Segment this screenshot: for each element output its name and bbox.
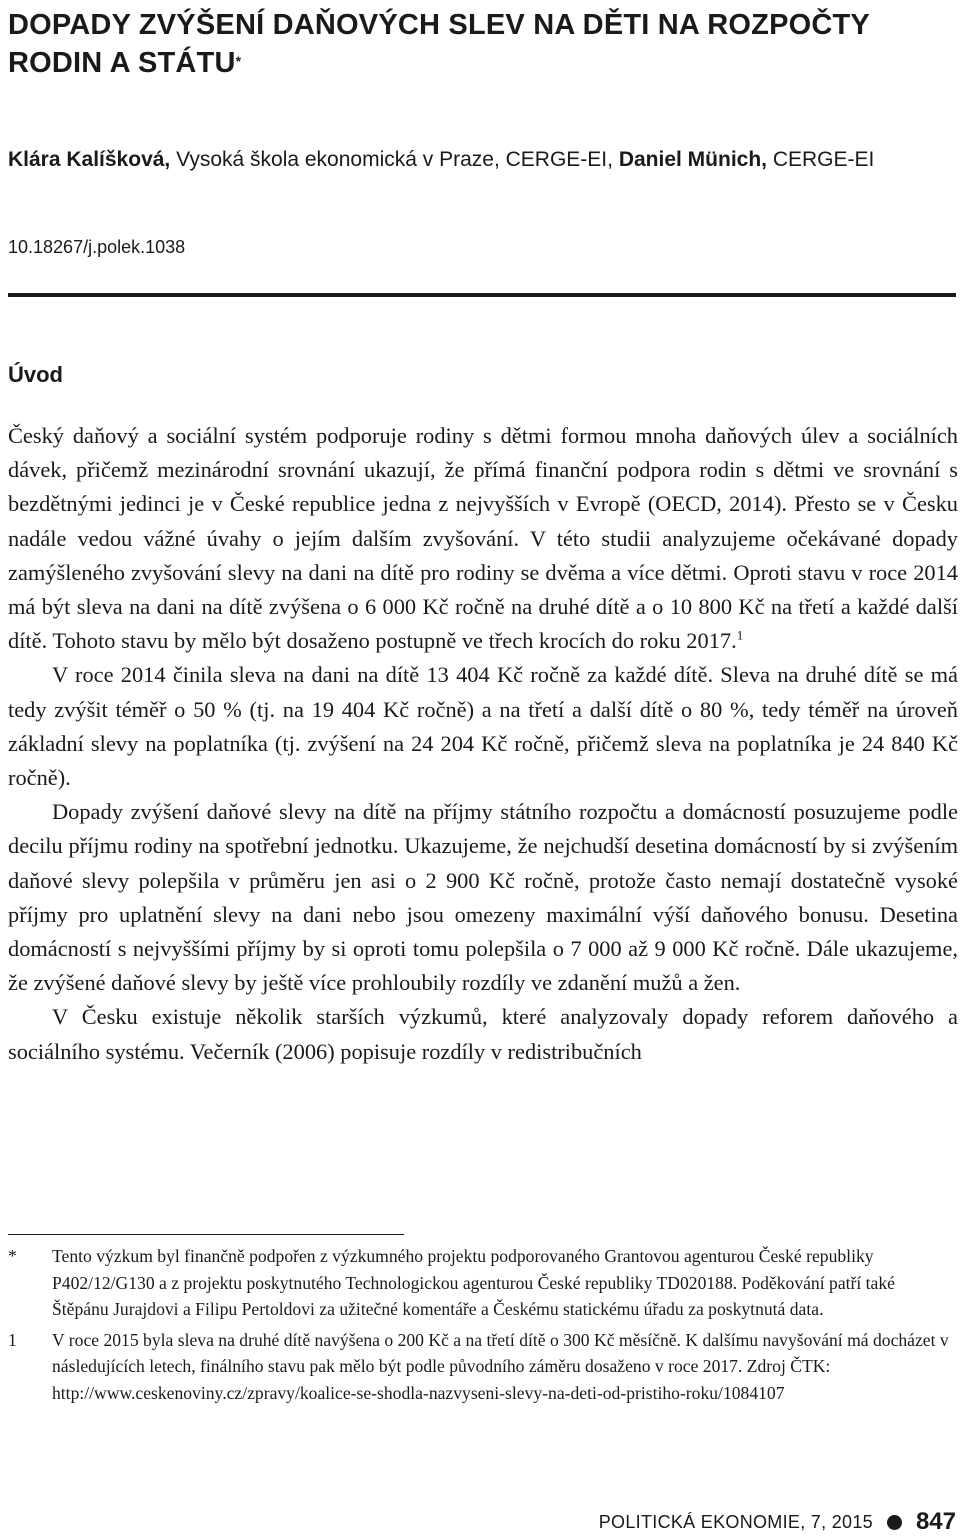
- paragraph: Dopady zvýšení daňové slevy na dítě na příjmy státního rozpočtu a domácností posuzujeme podle decilu příjmu rodiny na spotřební jednotku. Ukazujeme, že nejchudší desetina domácností by si zvýšením daňové slevy polepšila v průměru jen asi o 2 900 Kč ročně, protože často nemají dostatečně vysoké příjmy pro uplatnění slevy na dani nebo jsou omezeny maximální výší daňového bonusu. Desetina domácností s nejvyššími příjmy by si oproti tomu polepšila o 7 000 až 9 000 Kč ročně. Dále ukazujeme, že zvýšené daňové slevy by ještě více prohloubily rozdíly ve zdanění mužů a žen.: [8, 799, 958, 996]
- article-title: [8, 6, 953, 82]
- paragraph: V roce 2014 činila sleva na dani na dítě 13 404 Kč ročně za každé dítě. Sleva na druhé dítě se má tedy zvýšit téměř o 50 % (tj. na 19 404 Kč ročně) a na třetí a další dítě o 80 %, tedy téměř na úroveň základní slevy na poplatníka (tj. zvýšení na 24 204 Kč ročně, přičemž sleva na poplatníka je 24 840 Kč ročně).: [8, 662, 958, 791]
- footnotes: [8, 1243, 952, 1410]
- section-heading: Úvod: [8, 362, 63, 387]
- article-body: [8, 419, 958, 1069]
- paragraph: [8, 419, 958, 658]
- author-name: Daniel Münich,: [618, 148, 767, 171]
- footnote-mark: 1: [8, 1329, 17, 1350]
- footnote: [8, 1327, 952, 1407]
- article-title-text: DOPADY ZVÝŠENÍ DAŇOVÝCH SLEV NA DĚTI NA ROZPOČTY RODIN A STÁTU: [8, 9, 870, 79]
- footnote-divider: [8, 1234, 404, 1235]
- footnote-mark: *: [8, 1246, 17, 1266]
- footnote-text: Tento výzkum byl finančně podpořen z výzkumného projektu podporovaného Grantovou agenturou České republiky P402/12/G130 a z projektu poskytnutého Technologickou agenturou České republiky TD020188. Poděkování patří také Štěpánu Jurajdovi a Filipu Pertoldovi za užitečné komentáře a Českému statickému úřadu za poskytnutá data.: [52, 1246, 895, 1319]
- title-footnote-mark: *: [235, 53, 242, 69]
- doi: 10.18267/j.polek.1038: [8, 237, 186, 257]
- bullet-icon: [887, 1515, 902, 1530]
- footnote-ref: 1: [736, 627, 744, 643]
- author-affiliation: CERGE-EI: [767, 148, 875, 171]
- author-line: [8, 142, 953, 178]
- author-affiliation: Vysoká škola ekonomická v Praze, CERGE-EI,: [170, 148, 619, 171]
- page-footer: [599, 1506, 956, 1538]
- header-divider: [8, 293, 956, 297]
- paragraph-text: Český daňový a sociální systém podporuje rodiny s dětmi formou mnoha daňových úlev a sociálních dávek, přičemž mezinárodní srovnání ukazují, že přímá finanční podpora rodin s dětmi ve srovnání s bezdětnými jedinci je v České republice jedna z nejvyšších v Evropě (OECD, 2014). Přesto se v Česku nadále vedou vážné úvahy o jejím dalším zvyšování. V této studii analyzujeme očekávané dopady zamýšleného zvyšování slevy na dani na dítě pro rodiny se dvěma a více dětmi. Oproti stavu v roce 2014 má být sleva na dani na dítě zvýšena o 6 000 Kč ročně na druhé dítě a o 10 800 Kč na třetí a každé další dítě. Tohoto stavu by mělo být dosaženo postupně ve třech krocích do roku 2017.: [8, 423, 958, 654]
- author-name: Klára Kalíšková,: [8, 148, 171, 171]
- paragraph: V Česku existuje několik starších výzkumů, které analyzovaly dopady reforem daňového a sociálního systému. Večerník (2006) popisuje rozdíly v redistribučních: [8, 1004, 958, 1064]
- footnote: [8, 1243, 952, 1323]
- footnote-text: V roce 2015 byla sleva na druhé dítě navýšena o 200 Kč a na třetí dítě o 300 Kč měsíčně. K dalšímu navyšování má docházet v následujících letech, finálního stavu pak mělo být podle původního záměru dosaženo v roce 2017. Zdroj ČTK: http://www.ceskenoviny.cz/zpravy/koalice-se-shodla-nazvyseni-slevy-na-deti-od-pristiho-roku/1084107: [52, 1329, 949, 1403]
- page-number: 847: [915, 1508, 956, 1535]
- journal-name: POLITICKÁ EKONOMIE, 7, 2015: [598, 1511, 873, 1532]
